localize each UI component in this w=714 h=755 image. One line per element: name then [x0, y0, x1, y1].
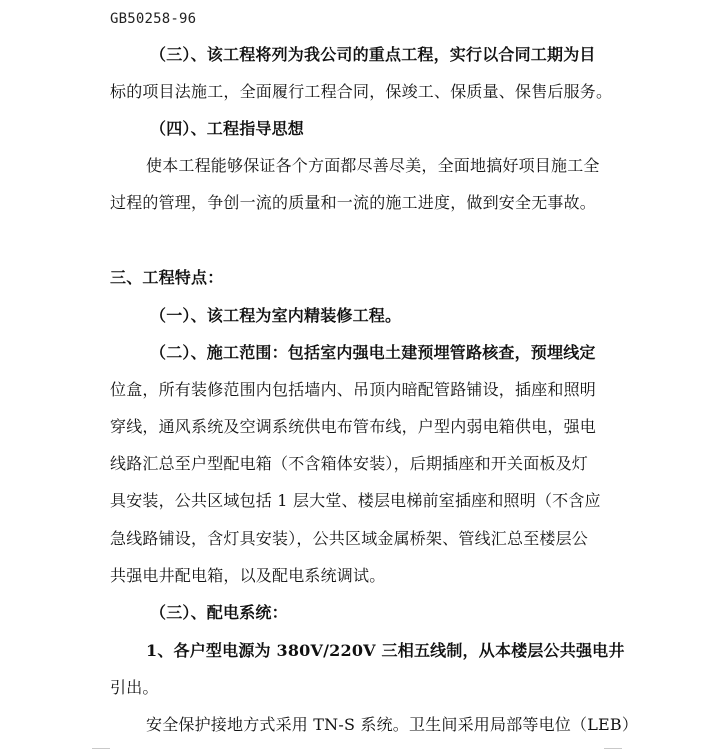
- paragraph-line-7: （一）、该工程为室内精装修工程。: [150, 306, 402, 325]
- paragraph-line-12: 具安装，公共区域包括 1 层大堂、楼层电梯前室插座和照明（不含应: [110, 491, 601, 510]
- paragraph-line-9: 位盒，所有装修范围内包括墙内、吊顶内暗配管路铺设，插座和照明: [110, 380, 597, 399]
- paragraph-line-4: 使本工程能够保证各个方面都尽善尽美，全面地搞好项目施工全: [146, 156, 600, 175]
- paragraph-line-2: 标的项目法施工，全面履行工程合同，保竣工、保质量、保售后服务。: [110, 82, 613, 101]
- paragraph-line-14: 共强电井配电箱，以及配电系统调试。: [110, 566, 386, 585]
- section-heading-project-features: 三、工程特点：: [110, 268, 224, 287]
- paragraph-line-10: 穿线，通风系统及空调系统供电布管布线，户型内弱电箱供电，强电: [110, 417, 597, 436]
- paragraph-line-8: （二）、施工范围：包括室内强电土建预埋管路核查，预埋线定: [150, 343, 596, 362]
- paragraph-line-16: 1、各户型电源为 380V/220V 三相五线制，从本楼层公共强电井: [146, 641, 625, 660]
- paragraph-line-1: （三）、该工程将列为我公司的重点工程，实行以合同工期为目: [150, 45, 596, 64]
- document-header-code: GB50258-96: [110, 11, 197, 27]
- paragraph-line-11: 线路汇总至户型配电箱（不含箱体安装），后期插座和开关面板及灯: [110, 454, 589, 473]
- paragraph-line-13: 急线路铺设，含灯具安装），公共区域金属桥架、管线汇总至楼层公: [110, 529, 589, 548]
- page-corner-mark-left: [92, 748, 110, 753]
- paragraph-line-17: 引出。: [110, 678, 159, 697]
- section-heading-distribution-system: （三）、配电系统：: [150, 603, 288, 622]
- paragraph-line-5: 过程的管理，争创一流的质量和一流的施工进度，做到安全无事故。: [110, 193, 597, 212]
- section-heading-guiding-idea: （四）、工程指导思想: [150, 119, 305, 138]
- paragraph-line-18: 安全保护接地方式采用 TN-S 系统。卫生间采用局部等电位（LEB）: [146, 715, 639, 734]
- page-corner-mark-right: [604, 748, 622, 753]
